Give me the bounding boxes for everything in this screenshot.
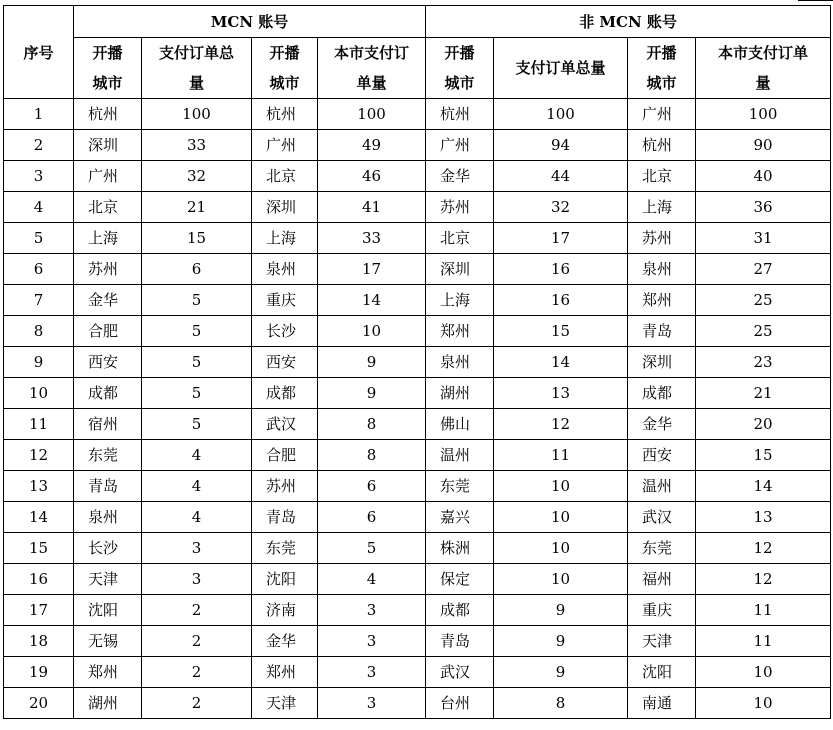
rank-cell: 1	[4, 99, 74, 130]
table-row	[4, 440, 831, 471]
table-row	[4, 533, 831, 564]
table-row	[4, 192, 831, 223]
city-cell: 成都	[252, 378, 318, 409]
order-count-cell: 94	[494, 130, 628, 161]
column-header	[318, 38, 426, 99]
header-group-mcn: MCN 账号	[74, 6, 426, 38]
city-cell: 温州	[426, 440, 494, 471]
order-count-cell: 40	[696, 161, 831, 192]
city-cell: 成都	[426, 595, 494, 626]
order-count-cell: 100	[318, 99, 426, 130]
order-count-cell: 4	[142, 440, 252, 471]
order-count-cell: 3	[142, 533, 252, 564]
city-cell: 合肥	[74, 316, 142, 347]
order-count-cell: 5	[142, 285, 252, 316]
order-count-cell: 6	[318, 471, 426, 502]
rank-cell: 16	[4, 564, 74, 595]
rank-cell: 4	[4, 192, 74, 223]
order-count-cell: 5	[142, 347, 252, 378]
order-count-cell: 16	[494, 285, 628, 316]
table-row	[4, 130, 831, 161]
table-row	[4, 347, 831, 378]
rank-cell: 2	[4, 130, 74, 161]
order-count-cell: 15	[696, 440, 831, 471]
city-cell: 天津	[74, 564, 142, 595]
city-cell: 上海	[426, 285, 494, 316]
order-count-cell: 10	[696, 657, 831, 688]
city-cell: 金华	[252, 626, 318, 657]
city-cell: 温州	[628, 471, 696, 502]
table-row	[4, 254, 831, 285]
city-cell: 郑州	[74, 657, 142, 688]
order-count-cell: 10	[494, 533, 628, 564]
rank-cell: 6	[4, 254, 74, 285]
order-count-cell: 46	[318, 161, 426, 192]
city-cell: 天津	[252, 688, 318, 719]
rank-cell: 13	[4, 471, 74, 502]
column-header-line: 量	[188, 74, 204, 92]
column-header-line: 开播	[92, 44, 123, 62]
rank-cell: 5	[4, 223, 74, 254]
table-row	[4, 316, 831, 347]
order-count-cell: 44	[494, 161, 628, 192]
column-header-line: 开播	[646, 44, 677, 62]
rank-cell: 15	[4, 533, 74, 564]
order-count-cell: 90	[696, 130, 831, 161]
city-cell: 青岛	[628, 316, 696, 347]
table-row	[4, 502, 831, 533]
city-cell: 成都	[628, 378, 696, 409]
table-row	[4, 378, 831, 409]
order-count-cell: 5	[142, 378, 252, 409]
city-cell: 东莞	[426, 471, 494, 502]
order-count-cell: 9	[318, 347, 426, 378]
table-row	[4, 657, 831, 688]
column-header	[696, 38, 831, 99]
order-count-cell: 12	[696, 564, 831, 595]
city-cell: 台州	[426, 688, 494, 719]
column-header-line: 本市支付订	[334, 44, 410, 62]
city-cell: 深圳	[426, 254, 494, 285]
city-cell: 广州	[74, 161, 142, 192]
city-cell: 泉州	[74, 502, 142, 533]
rank-cell: 19	[4, 657, 74, 688]
city-cell: 杭州	[426, 99, 494, 130]
city-cell: 苏州	[74, 254, 142, 285]
table-row	[4, 99, 831, 130]
order-count-cell: 2	[142, 688, 252, 719]
order-count-cell: 100	[494, 99, 628, 130]
order-count-cell: 11	[696, 626, 831, 657]
city-cell: 上海	[628, 192, 696, 223]
city-cell: 长沙	[252, 316, 318, 347]
city-cell: 宿州	[74, 409, 142, 440]
city-cell: 深圳	[74, 130, 142, 161]
city-cell: 泉州	[426, 347, 494, 378]
order-count-cell: 17	[318, 254, 426, 285]
city-cell: 佛山	[426, 409, 494, 440]
rank-cell: 20	[4, 688, 74, 719]
city-cell: 东莞	[252, 533, 318, 564]
city-cell: 沈阳	[252, 564, 318, 595]
order-count-cell: 2	[142, 657, 252, 688]
order-count-cell: 27	[696, 254, 831, 285]
order-count-cell: 5	[142, 316, 252, 347]
order-count-cell: 13	[696, 502, 831, 533]
city-cell: 广州	[252, 130, 318, 161]
city-cell: 长沙	[74, 533, 142, 564]
city-cell: 青岛	[252, 502, 318, 533]
rank-cell: 8	[4, 316, 74, 347]
city-cell: 东莞	[74, 440, 142, 471]
column-header-line: 量	[755, 74, 771, 92]
order-count-cell: 10	[494, 564, 628, 595]
city-cell: 郑州	[426, 316, 494, 347]
order-count-cell: 9	[494, 657, 628, 688]
column-header	[494, 38, 628, 99]
city-order-ranking-table	[3, 5, 831, 719]
city-cell: 保定	[426, 564, 494, 595]
city-cell: 北京	[252, 161, 318, 192]
order-count-cell: 21	[696, 378, 831, 409]
order-count-cell: 23	[696, 347, 831, 378]
city-cell: 武汉	[426, 657, 494, 688]
header-group-non-mcn: 非 MCN 账号	[426, 6, 831, 38]
city-cell: 沈阳	[74, 595, 142, 626]
order-count-cell: 12	[696, 533, 831, 564]
order-count-cell: 5	[318, 533, 426, 564]
city-cell: 深圳	[252, 192, 318, 223]
order-count-cell: 36	[696, 192, 831, 223]
order-count-cell: 49	[318, 130, 426, 161]
order-count-cell: 11	[494, 440, 628, 471]
order-count-cell: 32	[494, 192, 628, 223]
city-cell: 北京	[628, 161, 696, 192]
city-cell: 泉州	[628, 254, 696, 285]
table-row	[4, 409, 831, 440]
order-count-cell: 41	[318, 192, 426, 223]
column-header-line: 本市支付订单	[718, 44, 809, 62]
order-count-cell: 17	[494, 223, 628, 254]
column-header-line: 开播	[269, 44, 300, 62]
order-count-cell: 3	[318, 626, 426, 657]
column-header-row	[4, 38, 831, 99]
order-count-cell: 15	[494, 316, 628, 347]
city-cell: 金华	[628, 409, 696, 440]
city-cell: 深圳	[628, 347, 696, 378]
order-count-cell: 9	[494, 626, 628, 657]
order-count-cell: 3	[318, 595, 426, 626]
table-row	[4, 471, 831, 502]
city-cell: 天津	[628, 626, 696, 657]
city-cell: 西安	[252, 347, 318, 378]
order-count-cell: 9	[494, 595, 628, 626]
order-count-cell: 31	[696, 223, 831, 254]
order-count-cell: 2	[142, 595, 252, 626]
order-count-cell: 10	[696, 688, 831, 719]
order-count-cell: 6	[142, 254, 252, 285]
rank-cell: 17	[4, 595, 74, 626]
order-count-cell: 13	[494, 378, 628, 409]
order-count-cell: 12	[494, 409, 628, 440]
column-header-line: 开播	[444, 44, 475, 62]
city-cell: 西安	[628, 440, 696, 471]
order-count-cell: 6	[318, 502, 426, 533]
table-row	[4, 285, 831, 316]
order-count-cell: 14	[494, 347, 628, 378]
table-row	[4, 223, 831, 254]
city-cell: 湖州	[426, 378, 494, 409]
rank-cell: 7	[4, 285, 74, 316]
order-count-cell: 21	[142, 192, 252, 223]
order-count-cell: 11	[696, 595, 831, 626]
city-cell: 广州	[628, 99, 696, 130]
order-count-cell: 3	[142, 564, 252, 595]
rank-cell: 10	[4, 378, 74, 409]
order-count-cell: 4	[318, 564, 426, 595]
order-count-cell: 4	[142, 471, 252, 502]
city-cell: 东莞	[628, 533, 696, 564]
order-count-cell: 25	[696, 316, 831, 347]
city-cell: 北京	[426, 223, 494, 254]
order-count-cell: 14	[696, 471, 831, 502]
table-row	[4, 688, 831, 719]
order-count-cell: 10	[494, 502, 628, 533]
city-cell: 苏州	[426, 192, 494, 223]
order-count-cell: 33	[318, 223, 426, 254]
group-header-row	[4, 6, 831, 38]
order-count-cell: 32	[142, 161, 252, 192]
city-cell: 武汉	[252, 409, 318, 440]
city-cell: 杭州	[74, 99, 142, 130]
order-count-cell: 100	[696, 99, 831, 130]
order-count-cell: 3	[318, 688, 426, 719]
rank-cell: 3	[4, 161, 74, 192]
column-header	[426, 38, 494, 99]
order-count-cell: 9	[318, 378, 426, 409]
column-header-line: 城市	[92, 74, 123, 92]
order-count-cell: 100	[142, 99, 252, 130]
column-header-line: 城市	[269, 74, 300, 92]
city-cell: 金华	[74, 285, 142, 316]
order-count-cell: 14	[318, 285, 426, 316]
order-count-cell: 2	[142, 626, 252, 657]
top-rule	[798, 0, 833, 1]
order-count-cell: 15	[142, 223, 252, 254]
city-cell: 广州	[426, 130, 494, 161]
city-cell: 武汉	[628, 502, 696, 533]
city-cell: 株洲	[426, 533, 494, 564]
city-cell: 无锡	[74, 626, 142, 657]
city-cell: 青岛	[74, 471, 142, 502]
column-header-line: 城市	[646, 74, 677, 92]
rank-cell: 9	[4, 347, 74, 378]
city-cell: 西安	[74, 347, 142, 378]
table-row	[4, 595, 831, 626]
city-cell: 沈阳	[628, 657, 696, 688]
column-header-line: 支付订单总量	[515, 59, 606, 77]
table-row	[4, 564, 831, 595]
city-cell: 北京	[74, 192, 142, 223]
city-cell: 泉州	[252, 254, 318, 285]
order-count-cell: 5	[142, 409, 252, 440]
order-count-cell: 20	[696, 409, 831, 440]
rank-cell: 18	[4, 626, 74, 657]
table-row	[4, 626, 831, 657]
order-count-cell: 10	[318, 316, 426, 347]
city-cell: 上海	[252, 223, 318, 254]
column-header	[628, 38, 696, 99]
city-cell: 湖州	[74, 688, 142, 719]
city-cell: 苏州	[628, 223, 696, 254]
column-header	[74, 38, 142, 99]
order-count-cell: 8	[318, 409, 426, 440]
rank-cell: 11	[4, 409, 74, 440]
column-header-line: 城市	[444, 74, 475, 92]
order-count-cell: 4	[142, 502, 252, 533]
city-cell: 重庆	[628, 595, 696, 626]
table-row	[4, 161, 831, 192]
column-header-line: 支付订单总	[158, 44, 234, 62]
order-count-cell: 16	[494, 254, 628, 285]
order-count-cell: 25	[696, 285, 831, 316]
rank-cell: 12	[4, 440, 74, 471]
city-cell: 福州	[628, 564, 696, 595]
city-cell: 青岛	[426, 626, 494, 657]
column-header-line: 单量	[356, 74, 387, 92]
header-seq: 序号	[4, 6, 74, 99]
city-cell: 郑州	[628, 285, 696, 316]
order-count-cell: 8	[494, 688, 628, 719]
city-cell: 济南	[252, 595, 318, 626]
city-cell: 南通	[628, 688, 696, 719]
order-count-cell: 8	[318, 440, 426, 471]
order-count-cell: 10	[494, 471, 628, 502]
city-cell: 上海	[74, 223, 142, 254]
city-cell: 重庆	[252, 285, 318, 316]
city-cell: 金华	[426, 161, 494, 192]
order-count-cell: 33	[142, 130, 252, 161]
city-cell: 杭州	[628, 130, 696, 161]
column-header	[142, 38, 252, 99]
table-body	[4, 99, 831, 719]
rank-cell: 14	[4, 502, 74, 533]
city-cell: 成都	[74, 378, 142, 409]
city-cell: 合肥	[252, 440, 318, 471]
city-cell: 杭州	[252, 99, 318, 130]
city-cell: 郑州	[252, 657, 318, 688]
city-cell: 嘉兴	[426, 502, 494, 533]
city-cell: 苏州	[252, 471, 318, 502]
column-header	[252, 38, 318, 99]
order-count-cell: 3	[318, 657, 426, 688]
